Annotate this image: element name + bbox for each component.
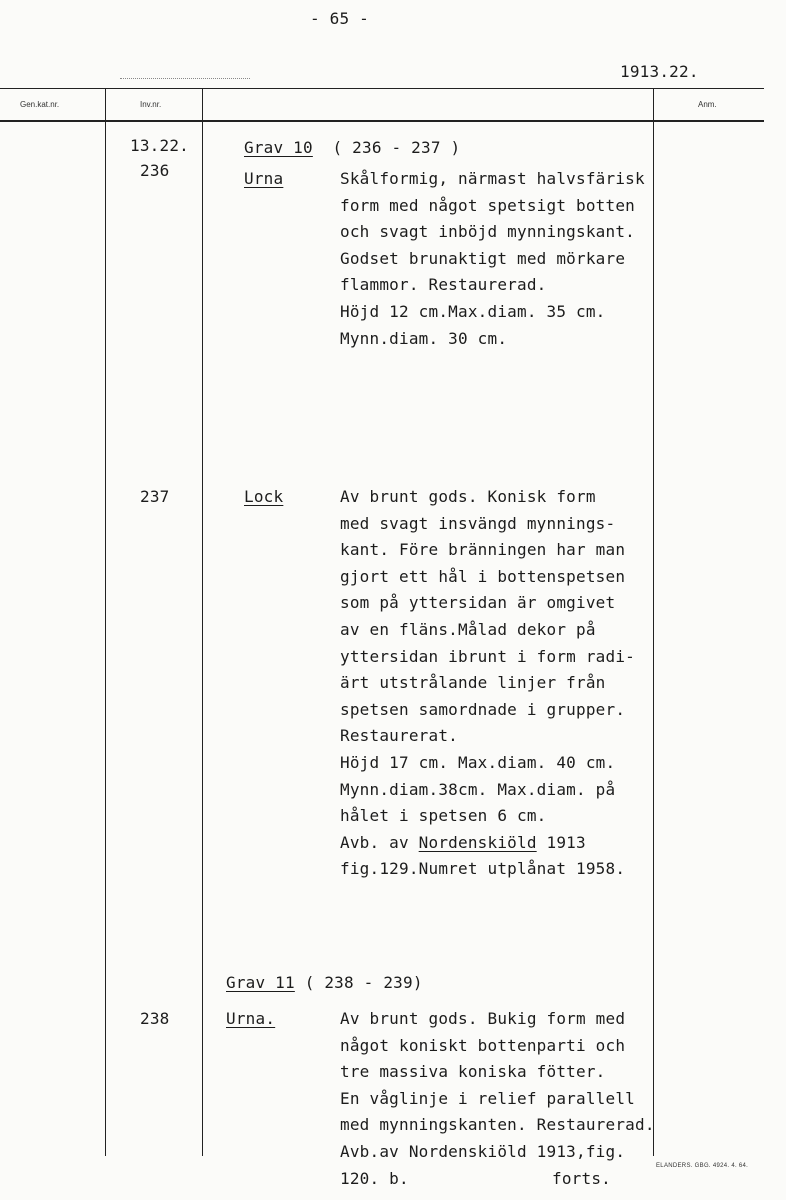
object-type: Lock (244, 487, 284, 506)
grave-title: Grav 10 (244, 138, 313, 157)
description-line: gjort ett hål i bottenspetsen (340, 566, 626, 586)
grave-range: ( 236 - 237 ) (332, 138, 461, 157)
reference-line (340, 830, 635, 857)
description-line: ärt utstrålande linjer från (340, 673, 606, 693)
description-line: något koniskt bottenparti och (340, 1035, 626, 1055)
column-header-inv: Inv.nr. (140, 100, 162, 109)
description-line: Av brunt gods. Konisk form (340, 487, 596, 506)
description-line: Höjd 12 cm.Max.diam. 35 cm. (340, 301, 606, 321)
grave-title: Grav 11 (226, 973, 295, 992)
description-line: Avb.av Nordenskiöld 1913,fig. (340, 1141, 626, 1161)
column-divider-2 (202, 88, 203, 1156)
description-line: av en fläns.Målad dekor på (340, 619, 596, 639)
object-type: Urna. (226, 1009, 276, 1028)
printer-mark: ELANDERS. GBG. 4924. 4. 64. (656, 1163, 749, 1169)
inventory-number: 236 (140, 161, 170, 180)
description-line: Skålformig, närmast halvsfärisk (340, 169, 645, 188)
description-line: och svagt inböjd mynningskant. (340, 222, 635, 242)
object-type: Urna (244, 169, 284, 188)
inventory-number: 238 (140, 1009, 170, 1028)
grave-range: ( 238 - 239) (304, 973, 423, 992)
header-bottom-rule (0, 120, 764, 122)
entry-description (340, 484, 635, 883)
description-line: 120. b. (340, 1168, 409, 1188)
reference-number: 13.22. (130, 136, 189, 155)
description-line: Av brunt gods. Bukig form med (340, 1009, 626, 1028)
description-line: som på yttersidan är omgivet (340, 593, 616, 613)
description-line: yttersidan ibrunt i form radi- (340, 646, 635, 666)
description-line: Mynn.diam. 30 cm. (340, 328, 508, 348)
header-top-rule (0, 88, 764, 89)
description-line: kant. Före bränningen har man (340, 540, 626, 560)
description-line: med svagt insvängd mynnings- (340, 513, 616, 533)
description-line: Mynn.diam.38cm. Max.diam. på (340, 779, 616, 799)
description-line: Restaurerat. (340, 726, 458, 746)
header-dotted-line (120, 78, 250, 79)
year-reference: 1913.22. (620, 62, 699, 81)
reference-year: 1913 (536, 832, 586, 852)
description-line: fig.129.Numret utplånat 1958. (340, 859, 626, 879)
description-line: form med något spetsigt botten (340, 195, 635, 215)
description-line: Godset brunaktigt med mörkare (340, 248, 626, 268)
description-line: med mynningskanten. Restaurerad. (340, 1115, 655, 1135)
continued-marker: forts. (552, 1169, 611, 1188)
grave-heading (244, 135, 460, 162)
description-line: En våglinje i relief parallell (340, 1088, 635, 1108)
description-line: flammor. Restaurerad. (340, 275, 547, 295)
entry-description (340, 166, 645, 352)
column-divider-1 (105, 88, 106, 1156)
inventory-number: 237 (140, 487, 170, 506)
grave-heading (226, 970, 423, 997)
reference-author: Nordenskiöld (418, 832, 537, 852)
page-number: - 65 - (310, 9, 369, 28)
description-line: hålet i spetsen 6 cm. (340, 806, 547, 826)
column-header-gen-kat: Gen.kat.nr. (20, 100, 60, 109)
entry-description (340, 1006, 655, 1192)
reference-prefix: Avb. av (340, 832, 419, 852)
column-divider-3 (653, 88, 654, 1156)
description-line: spetsen samordnade i grupper. (340, 699, 626, 719)
column-header-anm: Anm. (698, 100, 717, 109)
description-line: Höjd 17 cm. Max.diam. 40 cm. (340, 752, 616, 772)
description-line: tre massiva koniska fötter. (340, 1062, 606, 1082)
